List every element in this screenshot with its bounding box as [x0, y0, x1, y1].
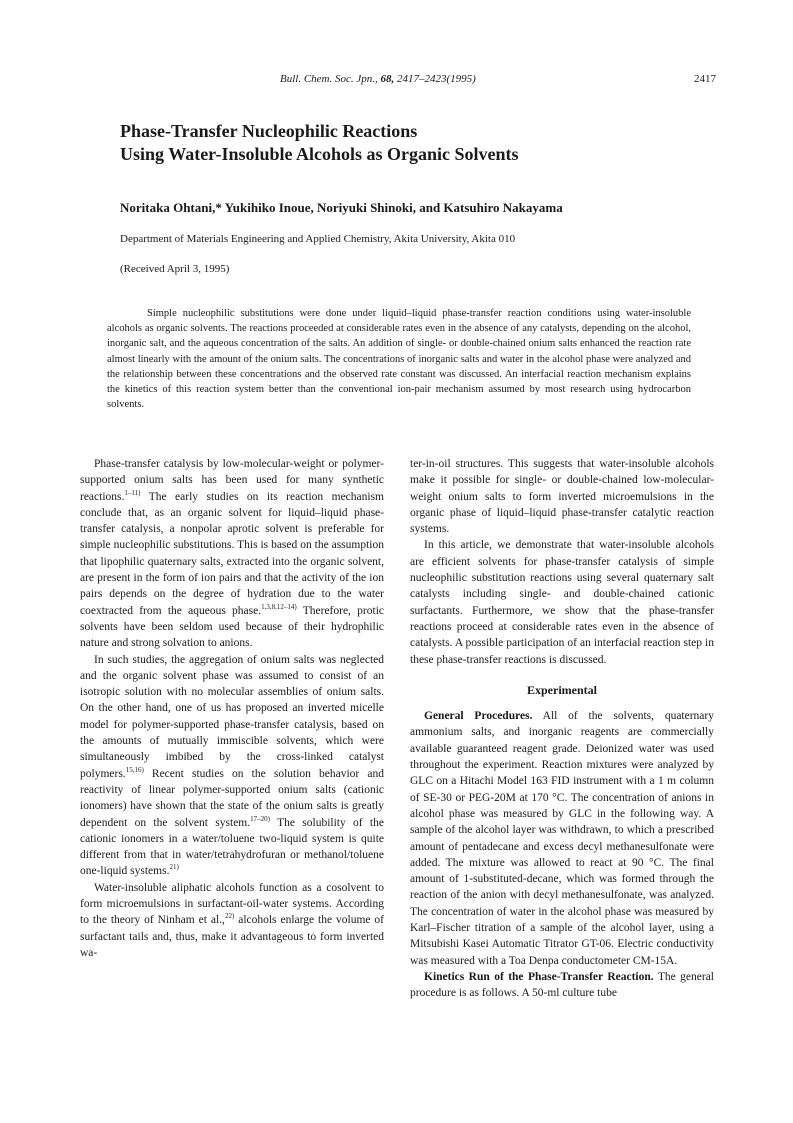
journal-volume: 68,	[380, 73, 395, 85]
text-run: Water-insoluble aliphatic alcohols function as a cosolvent to form microemulsions in surfactant-oil-water systems. According to the theory of Ninham et al.,	[80, 881, 384, 927]
journal-name: Bull. Chem. Soc. Jpn.,	[280, 73, 378, 85]
article-title	[120, 120, 720, 166]
page-number: 2417	[694, 73, 716, 85]
reference-superscript: 15,16)	[125, 765, 144, 774]
affiliation: Department of Materials Engineering and Applied Chemistry, Akita University, Akita 010	[120, 233, 516, 245]
text-run: Phase-transfer catalysis by low-molecular-weight or polymer-supported onium salts has been used for many synthetic reactions.	[80, 458, 384, 503]
run-in-heading: General Procedures.	[424, 710, 533, 723]
journal-citation	[280, 73, 476, 85]
reference-superscript: 17–20)	[250, 814, 270, 823]
section-heading-experimental: Experimental	[527, 682, 597, 697]
text-run: Recent studies on the solution behavior and reactivity of linear polymer-supported onium salts (cationic ionomers) have shown that the state of the onium salts is greatly dependent on the solvent system.	[80, 767, 384, 829]
reference-superscript: 22)	[224, 912, 235, 921]
title-line-1: Phase-Transfer Nucleophilic Reactions	[120, 121, 418, 141]
text-run: alcohols enlarge the volume of surfactant tails and, thus, make it advantageous to form inverted wa-	[80, 914, 385, 959]
run-in-heading: Kinetics Run of the Phase-Transfer Reaction.	[424, 970, 654, 983]
intro-paragraph-3-continued: ter-in-oil structures. This suggests that water-insoluble alcohols make it possible for single- or double-chained low-molecular-weight onium salts to form inverted microemulsions in the organic phase of liquid–liquid phase-transfer catalytic reaction systems.	[410, 458, 714, 536]
text-run: The early studies on its reaction mechanism conclude that, as an organic solvent for liquid–liquid phase-transfer catalysis, a nonpolar aprotic solvent is preferable for simple nucleophilic substitutions. This is based on the assumption that lipophilic quaternary salts, extracted into the organic solvent, are present in the form of ion pairs and that the activity of the ion pairs depends on the degree of hydration due to the water coextracted from the aqueous phase.	[80, 490, 384, 617]
text-run: Therefore, protic solvents have been seldom used because of their hydrophilic nature and strong solvation to anions.	[80, 604, 384, 650]
left-column	[80, 456, 384, 961]
journal-pages-year: 2417–2423(1995)	[397, 73, 476, 85]
general-procedures-paragraph	[410, 708, 714, 969]
text-run: The general procedure is as follows. A 50-ml culture tube	[410, 970, 714, 1000]
text-run: The solubility of the cationic ionomers in a water/toluene two-liquid system is quite different from that in water/tetrahydrofuran or methanol/toluene one-liquid systems.	[80, 816, 384, 878]
kinetics-run-paragraph	[410, 969, 714, 1002]
reference-superscript: 1,3,8,12–14)	[261, 602, 297, 611]
running-head	[80, 73, 716, 89]
reference-superscript: 1–11)	[124, 488, 141, 497]
reference-superscript: 21)	[169, 863, 179, 872]
text-run: In such studies, the aggregation of onium salts was neglected and the organic solvent phase was assumed to consist of an isotropic solution with no molecular assemblies of onium salts. On the other hand, one of us has proposed an inverted micelle model for polymer-supported phase-transfer catalysis, based on the amounts of mutually immiscible solvents, which were simultaneously imbibed by the cross-linked catalyst polymers.	[80, 653, 384, 780]
author-list: Noritaka Ohtani,* Yukihiko Inoue, Noriyuki Shinoki, and Katsuhiro Nakayama	[120, 200, 563, 215]
intro-paragraph-3	[80, 880, 384, 961]
abstract: Simple nucleophilic substitutions were done under liquid–liquid phase-transfer reaction conditions using water-insoluble alcohols as organic solvents. The reactions proceeded at considerable rates even in the absence of any catalysts, depending on the alcohol, inorganic salt, and the aqueous concentration of the salts. An addition of single- or double-chained onium salts enhanced the reaction rate almost linearly with the amount of the onium salts. The concentrations of inorganic salts and water in the alcohol phase were analyzed and the relationship between these concentrations and the observed rate constant was discussed. An interfacial reaction mechanism explains the kinetics of this reaction system better than the conventional ion-pair mechanism assumed by most research using hydrocarbon solvents.	[107, 308, 691, 411]
title-line-2: Using Water-Insoluble Alcohols as Organic Solvents	[120, 144, 519, 164]
intro-paragraph-2	[80, 652, 384, 880]
text-run: All of the solvents, quaternary ammonium salts, and inorganic reagents are commercially available guaranteed reagent grade. Deionized water was used throughout the experiment. Reaction mixtures were analyzed by GLC on a Hitachi Model 163 FID instrument with a 1 m column of SE-30 or PEG-20M at 170 °C. The concentration of anions in alcohol phase was measured by GLC in the following way. A sample of the alcohol layer was withdrawn, to which a prescribed amount of pentadecane and excess decyl methanesulfonate were added. The mixture was allowed to react at 90 °C. The final amount of 1-substituted-decane, which was formed through the reaction of the anion with decyl methanesulfonate, was analyzed. The concentration of water in the alcohol phase was measured by Karl–Fischer titration of a sample of the alcohol layer, using a Mitsubishi Kasei Automatic Titrator GT-06. Electric conductivity was measured with a Toa Denpa conductometer CM-15A.	[410, 710, 714, 967]
intro-paragraph-1	[80, 456, 384, 652]
received-date: (Received April 3, 1995)	[120, 263, 230, 275]
right-column	[410, 456, 714, 1002]
intro-paragraph-4: In this article, we demonstrate that water-insoluble alcohols are efficient solvents for phase-transfer catalysis of simple nucleophilic substitution reactions using several quaternary salt catalysts including single- and double-chained cationic surfactants. Furthermore, we show that the phase-transfer reactions proceed at considerable rates even in the absence of catalysts. A possible participation of an interfacial reaction step in these phase-transfer reactions is discussed.	[410, 539, 714, 666]
